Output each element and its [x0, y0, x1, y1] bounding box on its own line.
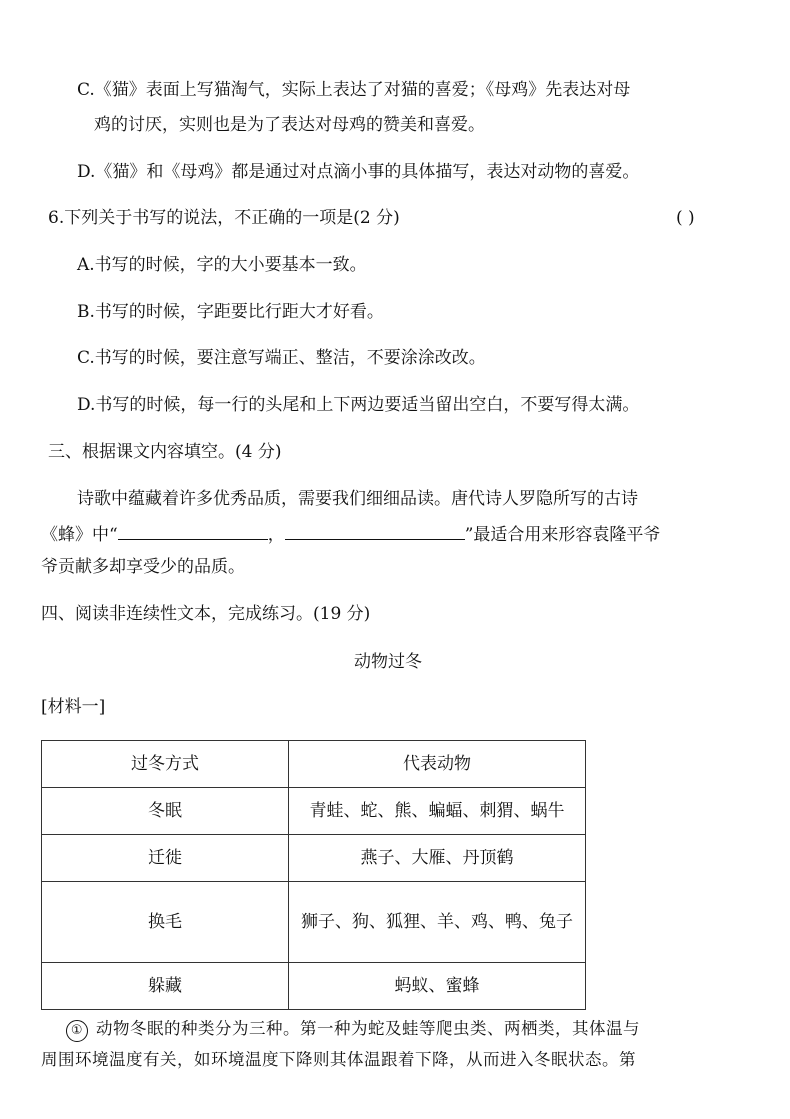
- table-row: [42, 788, 586, 835]
- section3-line1: 诗歌中蕴藏着许多优秀品质，需要我们细细品读。唐代诗人罗隐所写的古诗: [77, 489, 638, 509]
- section4-heading: 四、阅读非连续性文本，完成练习。(19 分): [41, 604, 371, 624]
- section3-line2-sep: ，: [267, 525, 285, 545]
- q6-question: 6.下列关于书写的说法，不正确的一项是(2 分): [48, 208, 400, 228]
- section3-line3: 爷贡献多却享受少的品质。: [41, 557, 245, 577]
- fill-blank-1[interactable]: [118, 521, 268, 540]
- q6-answer-paren: ( ): [676, 208, 695, 228]
- material-label: [材料一]: [41, 697, 106, 717]
- q5-option-c-line2: 鸡的讨厌，实则也是为了表达对母鸡的赞美和喜爱。: [94, 115, 485, 135]
- table-row: [42, 835, 586, 882]
- table-row: [42, 882, 586, 963]
- q6-option-b: B.书写的时候，字距要比行距大才好看。: [77, 302, 384, 322]
- section3-line2-prefix: 《蜂》中“: [41, 525, 118, 545]
- table-cell: 蚂蚁、蜜蜂: [289, 963, 586, 1010]
- q6-option-d: D.书写的时候，每一行的头尾和上下两边要适当留出空白，不要写得太满。: [77, 395, 640, 415]
- q5-option-d: D.《猫》和《母鸡》都是通过对点滴小事的具体描写，表达对动物的喜爱。: [77, 162, 640, 182]
- section3-line2: [41, 521, 660, 547]
- table-cell: 换毛: [42, 882, 289, 963]
- table-cell: 冬眠: [42, 788, 289, 835]
- q6-option-c: C.书写的时候，要注意写端正、整洁，不要涂涂改改。: [77, 348, 486, 368]
- table-cell: 狮子、狗、狐狸、羊、鸡、鸭、兔子: [289, 882, 586, 963]
- table-header: 过冬方式: [42, 741, 289, 788]
- paragraph-1-line1: [66, 1014, 640, 1044]
- q5-option-c-line1: C.《猫》表面上写猫淘气，实际上表达了对猫的喜爱；《母鸡》先表达对母: [77, 80, 631, 100]
- table-cell: 燕子、大雁、丹顶鹤: [289, 835, 586, 882]
- fill-blank-2[interactable]: [285, 521, 465, 540]
- paragraph-1-line2: 周围环境温度有关，如环境温度下降则其体温跟着下降，从而进入冬眠状态。第: [41, 1050, 636, 1069]
- overwinter-table: [41, 740, 586, 1010]
- table-header: 代表动物: [289, 741, 586, 788]
- section3-heading: 三、根据课文内容填空。(4 分): [48, 442, 282, 462]
- table-header-row: [42, 741, 586, 788]
- q6-option-a: A.书写的时候，字的大小要基本一致。: [77, 255, 367, 275]
- table-row: [42, 963, 586, 1010]
- paragraph-number: ①: [66, 1020, 88, 1042]
- table-cell: 青蛙、蛇、熊、蝙蝠、刺猬、蜗牛: [289, 788, 586, 835]
- table-cell: 迁徙: [42, 835, 289, 882]
- section3-line2-suffix: ”最适合用来形容袁隆平爷: [464, 525, 661, 545]
- table-cell: 躲藏: [42, 963, 289, 1010]
- paragraph-1-text: 动物冬眠的种类分为三种。第一种为蛇及蛙等爬虫类、两栖类，其体温与: [96, 1019, 640, 1038]
- text-title: 动物过冬: [354, 652, 422, 672]
